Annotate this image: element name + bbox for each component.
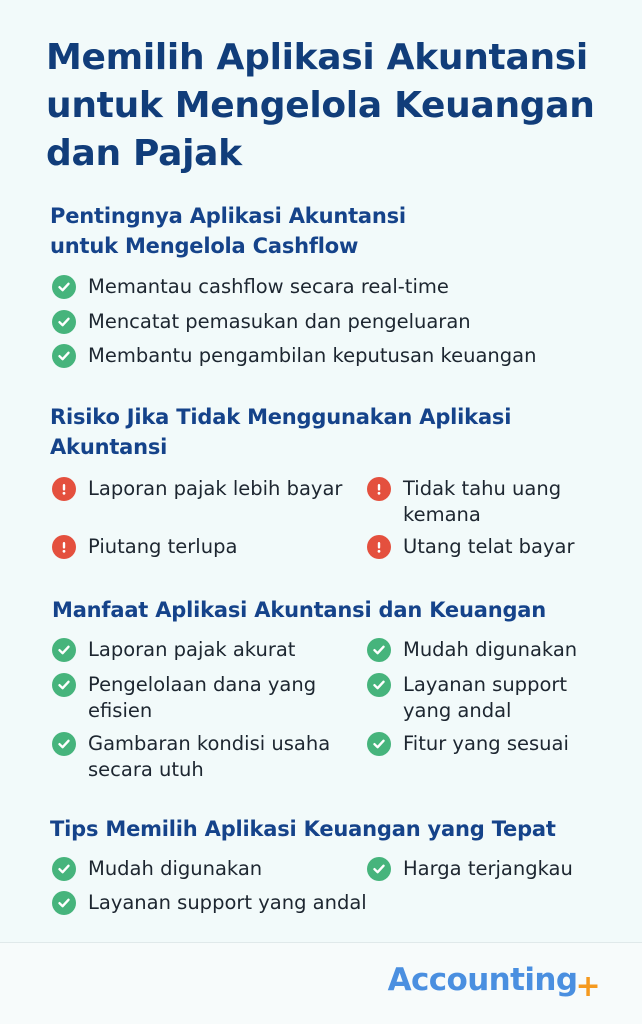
exclamation-circle-icon <box>367 477 391 501</box>
brand-logo <box>387 962 600 1004</box>
list-item <box>52 731 352 783</box>
check-circle-icon <box>52 275 76 299</box>
section-heading-manfaat: Manfaat Aplikasi Akuntansi dan Keuangan <box>52 598 546 622</box>
list-item <box>52 534 362 560</box>
list-item-label: Utang telat bayar <box>403 535 575 558</box>
check-circle-icon <box>52 344 76 368</box>
list-item-label: Laporan pajak lebih bayar <box>88 477 343 500</box>
list-item <box>367 672 597 724</box>
check-circle-icon <box>52 732 76 756</box>
exclamation-circle-icon <box>367 535 391 559</box>
brand-name: Accounting <box>387 962 578 998</box>
list-item <box>52 856 352 882</box>
list-item <box>367 476 582 528</box>
list-item-label: Harga terjangkau <box>403 857 573 880</box>
check-circle-icon <box>367 673 391 697</box>
list-item-label: Layanan support yang andal <box>88 891 367 914</box>
list-item-label: Gambaran kondisi usaha secara utuh <box>88 732 331 781</box>
list-item-label: Layanan support yang andal <box>403 673 568 722</box>
list-item <box>52 309 592 335</box>
list-item-label: Mudah digunakan <box>88 857 263 880</box>
check-circle-icon <box>52 891 76 915</box>
list-item <box>52 274 592 300</box>
list-item-label: Mencatat pemasukan dan pengeluaran <box>88 310 471 333</box>
check-circle-icon <box>52 638 76 662</box>
section-heading-risiko: Risiko Jika Tidak Menggunakan Aplikasi Akuntansi <box>50 405 512 459</box>
list-item <box>52 890 412 916</box>
list-item <box>52 637 352 663</box>
list-item-label: Mudah digunakan <box>403 638 578 661</box>
list-item <box>367 534 607 560</box>
check-circle-icon <box>52 310 76 334</box>
section-heading-tips: Tips Memilih Aplikasi Keuangan yang Tepat <box>50 817 556 841</box>
exclamation-circle-icon <box>52 535 76 559</box>
list-item-label: Piutang terlupa <box>88 535 238 558</box>
list-item <box>367 856 607 882</box>
section-heading-cashflow: Pentingnya Aplikasi Akuntansi untuk Mengelola Cashflow <box>50 204 406 258</box>
list-item <box>367 637 617 663</box>
page-title: Memilih Aplikasi Akuntansi untuk Mengelola Keuangan dan Pajak <box>46 37 595 174</box>
list-item-label: Tidak tahu uang kemana <box>403 477 562 526</box>
brand-plus: + <box>575 969 600 1004</box>
list-item-label: Memantau cashflow secara real-time <box>88 275 449 298</box>
list-item-label: Membantu pengambilan keputusan keuangan <box>88 344 537 367</box>
list-item-label: Fitur yang sesuai <box>403 732 569 755</box>
check-circle-icon <box>367 857 391 881</box>
list-item-label: Laporan pajak akurat <box>88 638 296 661</box>
check-circle-icon <box>367 732 391 756</box>
list-item <box>52 343 612 369</box>
check-circle-icon <box>52 673 76 697</box>
list-item <box>52 672 342 724</box>
check-circle-icon <box>52 857 76 881</box>
list-item-label: Pengelolaan dana yang efisien <box>88 673 317 722</box>
list-item <box>52 476 362 502</box>
list-item <box>367 731 607 757</box>
exclamation-circle-icon <box>52 477 76 501</box>
check-circle-icon <box>367 638 391 662</box>
